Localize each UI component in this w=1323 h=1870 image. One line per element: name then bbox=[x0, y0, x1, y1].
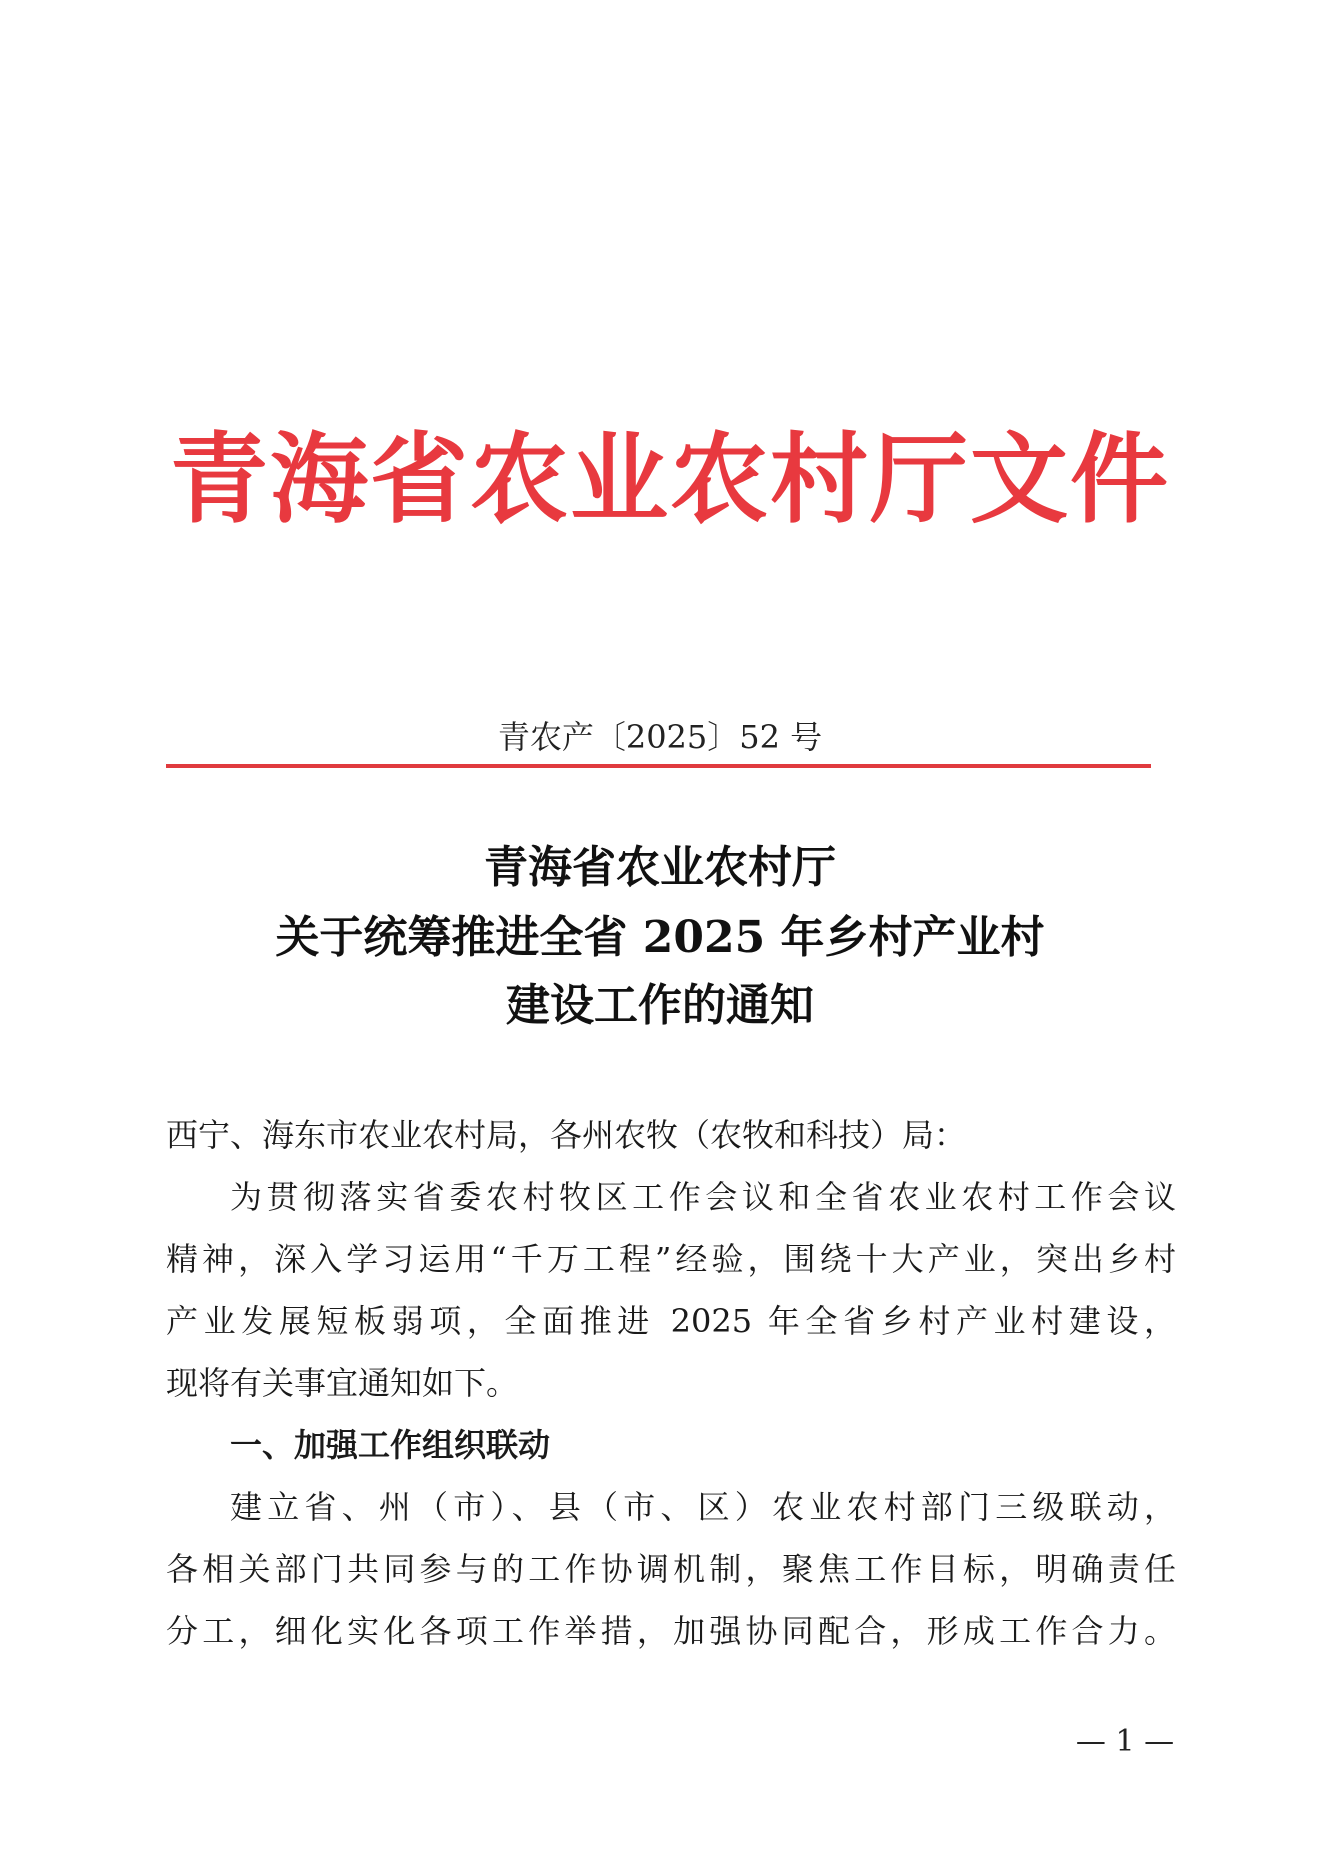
intro-line: 精神，深入学习运用“千万工程”经验，围绕十大产业，突出乡村 bbox=[166, 1240, 1176, 1278]
red-header-title: 青海省农业农村厅文件 bbox=[170, 422, 1171, 537]
intro-line: 为贯彻落实省委农村牧区工作会议和全省农业农村工作会议 bbox=[230, 1178, 1176, 1216]
section-1-line: 各相关部门共同参与的工作协调机制，聚焦工作目标，明确责任 bbox=[166, 1550, 1176, 1588]
page-number: — 1 — bbox=[1075, 1724, 1175, 1759]
section-1-line: 分工，细化实化各项工作举措，加强协同配合，形成工作合力。 bbox=[166, 1612, 1176, 1650]
addressee-line: 西宁、海东市农业农村局，各州农牧（农牧和科技）局： bbox=[166, 1116, 967, 1154]
red-divider-line bbox=[166, 764, 1151, 768]
notice-title-line-3: 建设工作的通知 bbox=[506, 980, 814, 1031]
section-1-heading: 一、加强工作组织联动 bbox=[230, 1426, 551, 1464]
intro-line: 现将有关事宜通知如下。 bbox=[166, 1364, 519, 1402]
notice-title-line-1: 青海省农业农村厅 bbox=[484, 842, 836, 893]
intro-line: 产业发展短板弱项，全面推进 2025 年全省乡村产业村建设， bbox=[166, 1302, 1176, 1340]
notice-title-line-2: 关于统筹推进全省 2025 年乡村产业村 bbox=[275, 912, 1045, 963]
document-number: 青农产〔2025〕52 号 bbox=[497, 718, 823, 756]
section-1-line: 建立省、州（市）、县（市、区）农业农村部门三级联动， bbox=[230, 1488, 1176, 1526]
